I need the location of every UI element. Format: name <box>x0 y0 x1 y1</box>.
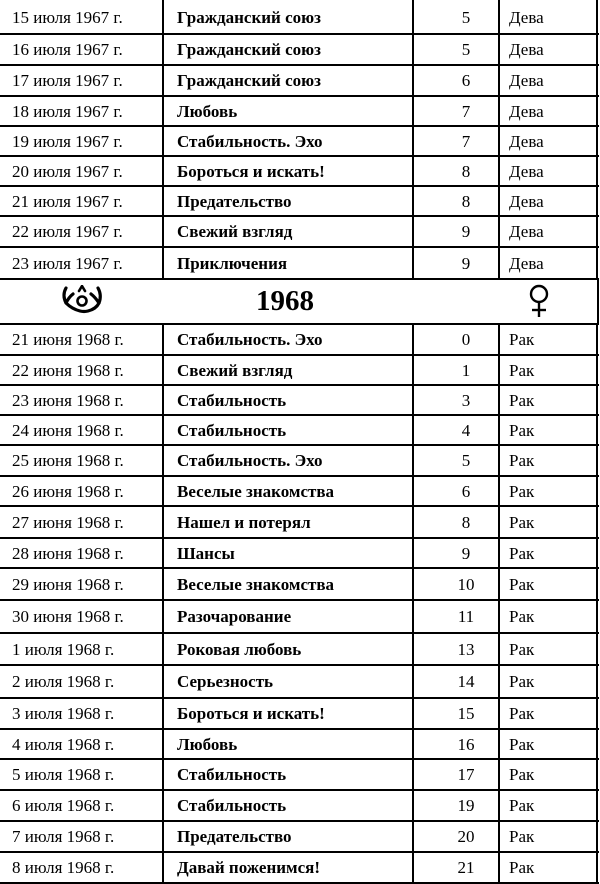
sign-cell: Рак <box>509 451 535 470</box>
date-cell: 1 июля 1968 г. <box>12 639 115 659</box>
number-cell: 7 <box>461 131 471 151</box>
table-row <box>0 96 599 126</box>
column-divider <box>162 0 164 279</box>
title-cell: Стабильность <box>177 765 287 784</box>
date-cell: 23 июля 1967 г. <box>12 253 123 273</box>
sign-cell: Рак <box>509 512 535 532</box>
row-divider <box>0 758 599 760</box>
date-cell: 24 июня 1968 г. <box>12 420 124 440</box>
number-cell: 17 <box>457 765 475 784</box>
row-divider <box>0 414 599 416</box>
title-cell: Стабильность <box>177 796 287 815</box>
table-row <box>0 852 599 883</box>
sign-cell: Рак <box>509 330 535 349</box>
number-cell: 8 <box>461 161 471 181</box>
title-cell: Свежий взгляд <box>177 360 293 380</box>
number-cell: 11 <box>457 607 475 626</box>
sign-cell: Рак <box>509 607 535 626</box>
number-cell: 9 <box>461 222 471 241</box>
number-cell: 6 <box>461 481 471 501</box>
number-cell: 5 <box>461 40 471 59</box>
title-cell: Нашел и потерял <box>177 512 311 532</box>
table-row <box>0 415 599 445</box>
sign-cell: Рак <box>509 574 535 594</box>
number-cell: 8 <box>461 512 471 532</box>
sign-cell: Рак <box>509 765 535 784</box>
title-cell: Любовь <box>177 734 238 754</box>
title-cell: Давай поженимся! <box>177 858 321 877</box>
sign-cell: Рак <box>509 639 535 659</box>
number-cell: 6 <box>461 71 471 90</box>
number-cell: 20 <box>457 827 475 846</box>
table-row <box>0 821 599 852</box>
row-divider <box>0 505 599 507</box>
column-divider <box>498 323 500 884</box>
table-row <box>0 216 599 247</box>
row-divider <box>0 697 599 699</box>
sign-cell: Рак <box>509 543 535 563</box>
table-row <box>0 759 599 790</box>
row-divider <box>0 278 599 280</box>
row-divider <box>0 820 599 822</box>
table-row <box>0 633 599 665</box>
sign-cell: Рак <box>509 827 535 846</box>
band-edge <box>597 279 599 323</box>
table-row <box>0 729 599 759</box>
date-cell: 26 июня 1968 г. <box>12 481 124 501</box>
date-cell: 4 июля 1968 г. <box>12 734 115 754</box>
number-cell: 14 <box>457 672 475 691</box>
row-divider <box>0 599 599 601</box>
table-row <box>0 247 599 279</box>
table-row <box>0 126 599 156</box>
row-divider <box>0 246 599 248</box>
table-row <box>0 0 599 34</box>
row-divider <box>0 215 599 217</box>
number-cell: 10 <box>457 574 475 594</box>
row-divider <box>0 664 599 666</box>
table-row <box>0 600 599 633</box>
row-divider <box>0 95 599 97</box>
date-cell: 21 июня 1968 г. <box>12 330 124 349</box>
title-cell: Шансы <box>177 543 235 563</box>
title-cell: Стабильность <box>177 420 287 440</box>
column-divider <box>162 323 164 884</box>
date-cell: 21 июля 1967 г. <box>12 191 123 211</box>
date-cell: 19 июля 1967 г. <box>12 131 123 151</box>
date-cell: 22 июля 1967 г. <box>12 222 123 241</box>
title-cell: Бороться и искать! <box>177 704 325 723</box>
number-cell: 4 <box>461 420 471 440</box>
row-divider <box>0 567 599 569</box>
column-divider <box>596 323 598 884</box>
row-divider <box>0 384 599 386</box>
table-row <box>0 324 599 355</box>
sign-cell: Дева <box>509 253 544 273</box>
row-divider <box>0 789 599 791</box>
date-cell: 8 июля 1968 г. <box>12 858 115 877</box>
row-divider <box>0 475 599 477</box>
sign-cell: Рак <box>509 704 535 723</box>
sign-cell: Дева <box>509 71 544 90</box>
number-cell: 5 <box>461 7 471 27</box>
number-cell: 16 <box>457 734 475 754</box>
title-cell: Стабильность. Эхо <box>177 330 323 349</box>
date-cell: 25 июня 1968 г. <box>12 451 124 470</box>
sign-cell: Рак <box>509 390 535 410</box>
number-cell: 5 <box>461 451 471 470</box>
row-divider <box>0 185 599 187</box>
date-cell: 2 июля 1968 г. <box>12 672 115 691</box>
table-row <box>0 538 599 568</box>
date-cell: 18 июля 1967 г. <box>12 101 123 121</box>
number-cell: 19 <box>457 796 475 815</box>
row-divider <box>0 632 599 634</box>
sign-cell: Дева <box>509 191 544 211</box>
sign-cell: Рак <box>509 481 535 501</box>
row-divider <box>0 64 599 66</box>
number-cell: 15 <box>457 704 475 723</box>
date-cell: 28 июня 1968 г. <box>12 543 124 563</box>
row-divider <box>0 155 599 157</box>
table-row <box>0 65 599 96</box>
row-divider <box>0 851 599 853</box>
title-cell: Серьезность <box>177 672 274 691</box>
table-row <box>0 445 599 476</box>
sign-cell: Рак <box>509 796 535 815</box>
number-cell: 0 <box>461 330 471 349</box>
number-cell: 21 <box>457 858 475 877</box>
table-row <box>0 186 599 216</box>
sign-cell: Дева <box>509 161 544 181</box>
column-divider <box>498 0 500 279</box>
table-row <box>0 665 599 698</box>
title-cell: Предательство <box>177 827 292 846</box>
number-cell: 9 <box>461 543 471 563</box>
number-cell: 1 <box>461 360 471 380</box>
date-cell: 15 июля 1967 г. <box>12 7 123 27</box>
date-cell: 20 июля 1967 г. <box>12 161 123 181</box>
table-row <box>0 506 599 538</box>
row-divider <box>0 125 599 127</box>
date-cell: 22 июня 1968 г. <box>12 360 124 380</box>
title-cell: Приключения <box>177 253 288 273</box>
sign-cell: Дева <box>509 222 544 241</box>
date-cell: 17 июля 1967 г. <box>12 71 123 90</box>
date-cell: 5 июля 1968 г. <box>12 765 115 784</box>
title-cell: Предательство <box>177 191 292 211</box>
table-row <box>0 385 599 415</box>
date-cell: 30 июня 1968 г. <box>12 607 124 626</box>
date-cell: 16 июля 1967 г. <box>12 40 123 59</box>
date-cell: 3 июля 1968 г. <box>12 704 115 723</box>
title-cell: Веселые знакомства <box>177 574 335 594</box>
title-cell: Стабильность. Эхо <box>177 131 323 151</box>
year-header-row <box>0 279 599 323</box>
sign-cell: Дева <box>509 101 544 121</box>
sign-cell: Рак <box>509 858 535 877</box>
date-cell: 7 июля 1968 г. <box>12 827 115 846</box>
venus-symbol-icon <box>528 284 550 318</box>
table-row <box>0 568 599 600</box>
column-divider <box>412 0 414 279</box>
year-heading: 1968 <box>256 284 314 317</box>
table-row <box>0 156 599 186</box>
sign-cell: Рак <box>509 734 535 754</box>
column-divider <box>596 0 598 279</box>
date-cell: 27 июня 1968 г. <box>12 512 124 532</box>
title-cell: Свежий взгляд <box>177 222 293 241</box>
number-cell: 9 <box>461 253 471 273</box>
sign-cell: Рак <box>509 672 535 691</box>
title-cell: Любовь <box>177 101 238 121</box>
table-row <box>0 34 599 65</box>
sign-cell: Дева <box>509 131 544 151</box>
title-cell: Роковая любовь <box>177 639 302 659</box>
title-cell: Гражданский союз <box>177 40 321 59</box>
row-divider <box>0 354 599 356</box>
sign-cell: Рак <box>509 420 535 440</box>
table-row <box>0 790 599 821</box>
title-cell: Стабильность <box>177 390 287 410</box>
column-divider <box>412 323 414 884</box>
table-row <box>0 698 599 729</box>
row-divider <box>0 728 599 730</box>
date-cell: 6 июля 1968 г. <box>12 796 115 815</box>
title-cell: Бороться и искать! <box>177 161 325 181</box>
number-cell: 3 <box>461 390 471 410</box>
row-divider <box>0 323 599 325</box>
sign-cell: Рак <box>509 360 535 380</box>
sign-cell: Дева <box>509 40 544 59</box>
sign-cell: Дева <box>509 7 544 27</box>
number-cell: 7 <box>461 101 471 121</box>
date-cell: 29 июня 1968 г. <box>12 574 124 594</box>
table-row <box>0 476 599 506</box>
title-cell: Гражданский союз <box>177 7 321 27</box>
title-cell: Стабильность. Эхо <box>177 451 323 470</box>
title-cell: Гражданский союз <box>177 71 321 90</box>
row-divider <box>0 537 599 539</box>
title-cell: Веселые знакомства <box>177 481 335 501</box>
date-cell: 23 июня 1968 г. <box>12 390 124 410</box>
title-cell: Разочарование <box>177 607 292 626</box>
number-cell: 13 <box>457 639 475 659</box>
row-divider <box>0 444 599 446</box>
pluto-symbol-icon <box>58 285 106 315</box>
row-divider <box>0 33 599 35</box>
number-cell: 8 <box>461 191 471 211</box>
table-row <box>0 355 599 385</box>
